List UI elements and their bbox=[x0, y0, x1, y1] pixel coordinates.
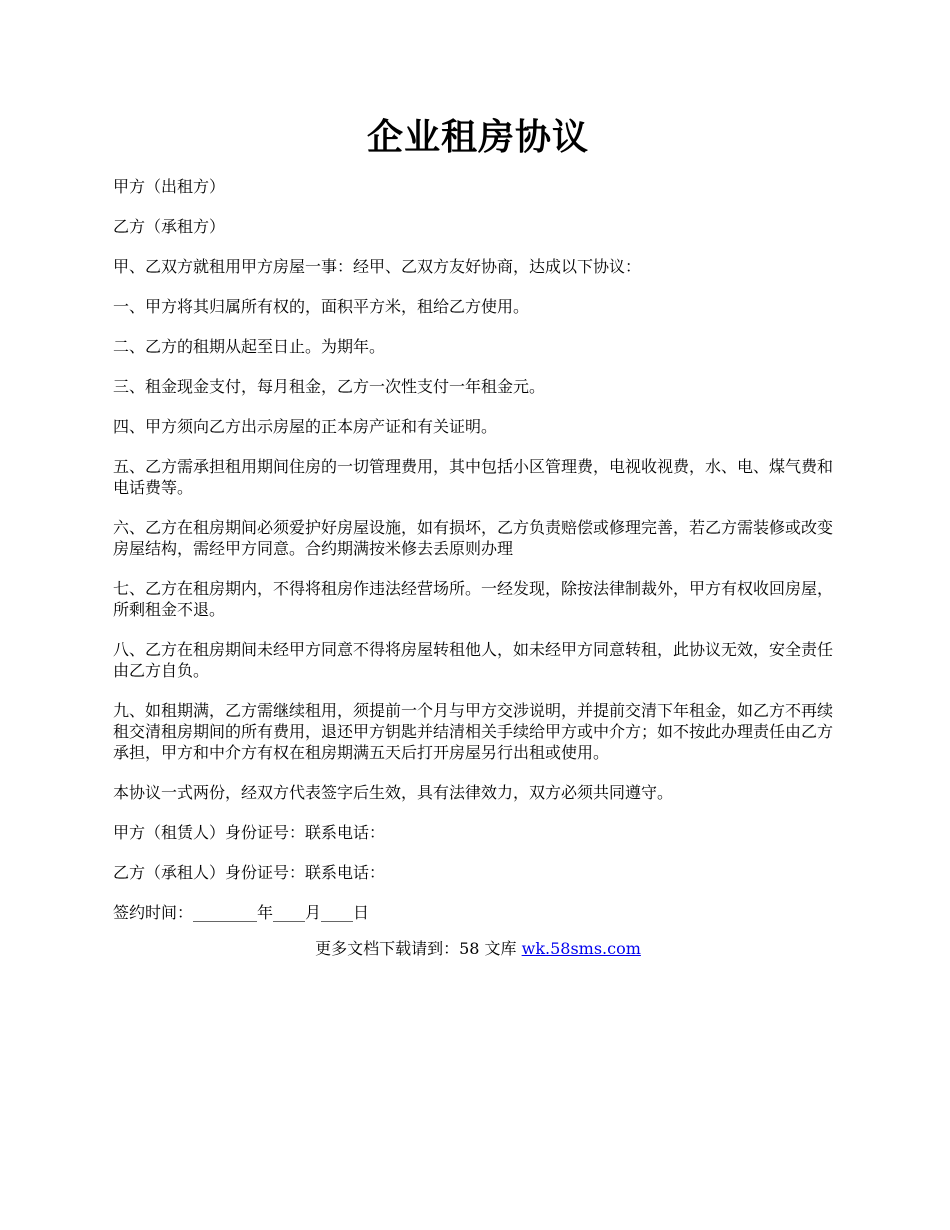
party-b-line: 乙方（承租方） bbox=[113, 217, 226, 236]
clause-5: 五、乙方需承担租用期间住房的一切管理费用，其中包括小区管理费，电视收视费，水、电、煤气费和电话费等。 bbox=[113, 457, 834, 497]
download-footer bbox=[113, 938, 843, 959]
clause-7: 七、乙方在租房期内，不得将租房作违法经营场所。一经发现，除按法律制裁外，甲方有权收回房屋，所剩租金不退。 bbox=[113, 579, 834, 619]
clause-9: 九、如租期满，乙方需继续租用，须提前一个月与甲方交涉说明，并提前交清下年租金，如乙方不再续租交清租房期间的所有费用，退还甲方钥匙并结清相关手续给甲方或中介方；如不按此办理责任由乙方承担，甲方和中介方有权在租房期满五天后打开房屋另行出租或使用。 bbox=[113, 701, 834, 762]
party-a-line: 甲方（出租方） bbox=[113, 177, 226, 196]
document-page bbox=[113, 112, 843, 959]
clause-4: 四、甲方须向乙方出示房屋的正本房产证和有关证明。 bbox=[113, 417, 498, 436]
signing-date-line: 签约时间：________年____月____日 bbox=[113, 903, 370, 922]
footer-link[interactable]: wk.58sms.com bbox=[521, 939, 641, 958]
clause-6: 六、乙方在租房期间必须爱护好房屋设施，如有损坏，乙方负责赔偿或修理完善，若乙方需装修或改变房屋结构，需经甲方同意。合约期满按米修去丢原则办理 bbox=[113, 518, 834, 558]
document-title: 企业租房协议 bbox=[366, 116, 589, 158]
clause-8: 八、乙方在租房期间未经甲方同意不得将房屋转租他人，如未经甲方同意转租，此协议无效，安全责任由乙方自负。 bbox=[113, 640, 834, 680]
clause-3: 三、租金现金支付，每月租金，乙方一次性支付一年租金元。 bbox=[113, 377, 546, 396]
lessee-signature-line: 乙方（承租人）身份证号：联系电话： bbox=[113, 863, 386, 882]
clause-1: 一、甲方将其归属所有权的，面积平方米，租给乙方使用。 bbox=[113, 297, 530, 316]
lessor-signature-line: 甲方（租赁人）身份证号：联系电话： bbox=[113, 823, 386, 842]
validity-statement: 本协议一式两份，经双方代表签字后生效，具有法律效力，双方必须共同遵守。 bbox=[113, 783, 674, 802]
footer-text: 更多文档下载请到：58 文库 bbox=[315, 939, 522, 958]
clause-2: 二、乙方的租期从起至日止。为期年。 bbox=[113, 337, 386, 356]
agreement-intro: 甲、乙双方就租用甲方房屋一事：经甲、乙双方友好协商，达成以下协议： bbox=[113, 257, 642, 276]
